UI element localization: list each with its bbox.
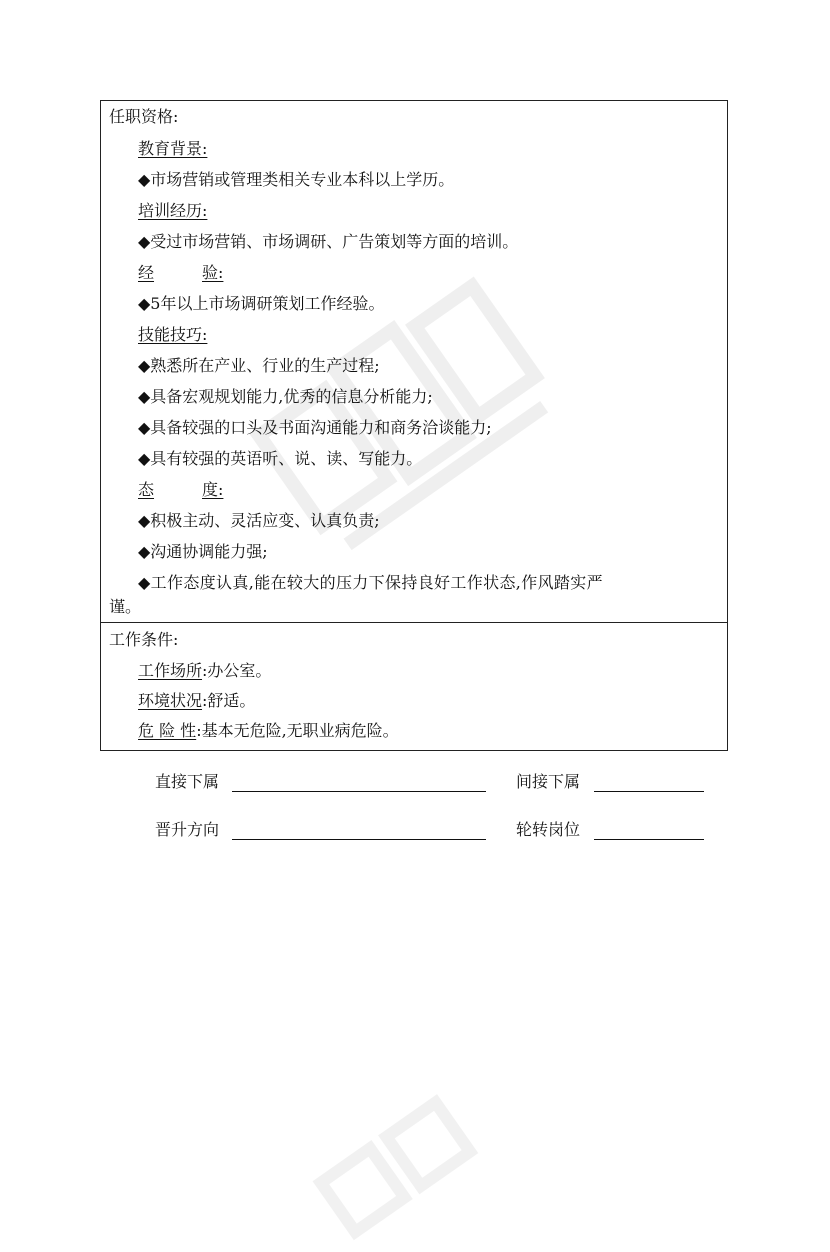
experience-label-last: 验: bbox=[202, 263, 224, 282]
education-item: ◆市场营销或管理类相关专业本科以上学历。 bbox=[138, 170, 455, 189]
environment-row bbox=[138, 689, 255, 713]
rotation-blank[interactable] bbox=[594, 839, 704, 840]
training-label: 培训经历: bbox=[138, 201, 208, 220]
qualifications-heading: 任职资格: bbox=[109, 107, 179, 126]
direct-subordinate-label: 直接下属 bbox=[155, 772, 220, 791]
risk-row bbox=[138, 719, 399, 743]
qualifications-section bbox=[101, 101, 727, 622]
work-place-row bbox=[138, 659, 271, 683]
education-label: 教育背景: bbox=[138, 139, 208, 158]
attitude-label bbox=[138, 478, 223, 502]
job-spec-table bbox=[100, 100, 728, 751]
promotion-label: 晋升方向 bbox=[155, 820, 220, 839]
skills-item: ◆具备较强的口头及书面沟通能力和商务洽谈能力; bbox=[138, 418, 492, 437]
rotation-label: 轮转岗位 bbox=[516, 820, 581, 839]
watermark-graphic-bottom bbox=[299, 1048, 541, 1251]
attitude-item-long-line1: ◆工作态度认真,能在较大的压力下保持良好工作状态,作风踏实严 bbox=[138, 573, 603, 592]
attitude-item: ◆沟通协调能力强; bbox=[138, 542, 268, 561]
work-place-value: :办公室。 bbox=[202, 661, 272, 680]
skills-label: 技能技巧: bbox=[138, 325, 208, 344]
work-conditions-section bbox=[101, 622, 727, 750]
work-place-label: 工作场所 bbox=[138, 661, 203, 680]
training-item: ◆受过市场营销、市场调研、广告策划等方面的培训。 bbox=[138, 232, 519, 251]
experience-label bbox=[138, 261, 223, 285]
attitude-label-first: 态 bbox=[138, 480, 155, 499]
environment-value: :舒适。 bbox=[202, 691, 256, 710]
environment-label: 环境状况 bbox=[138, 691, 203, 710]
risk-label: 危 险 性 bbox=[138, 721, 197, 740]
attitude-label-last: 度: bbox=[202, 480, 224, 499]
indirect-subordinate-label: 间接下属 bbox=[516, 772, 581, 791]
experience-label-first: 经 bbox=[138, 263, 155, 282]
risk-value: :基本无危险,无职业病危险。 bbox=[196, 721, 399, 740]
experience-item: ◆5年以上市场调研策划工作经验。 bbox=[138, 294, 385, 313]
work-conditions-heading: 工作条件: bbox=[109, 630, 179, 649]
indirect-subordinate-blank[interactable] bbox=[594, 791, 704, 792]
attitude-item: ◆积极主动、灵活应变、认真负责; bbox=[138, 511, 380, 530]
attitude-item-long-line2: 谨。 bbox=[109, 597, 142, 616]
skills-item: ◆具备宏观规划能力,优秀的信息分析能力; bbox=[138, 387, 433, 406]
direct-subordinate-blank[interactable] bbox=[232, 791, 486, 792]
skills-item: ◆具有较强的英语听、说、读、写能力。 bbox=[138, 449, 423, 468]
skills-item: ◆熟悉所在产业、行业的生产过程; bbox=[138, 356, 380, 375]
promotion-blank[interactable] bbox=[232, 839, 486, 840]
